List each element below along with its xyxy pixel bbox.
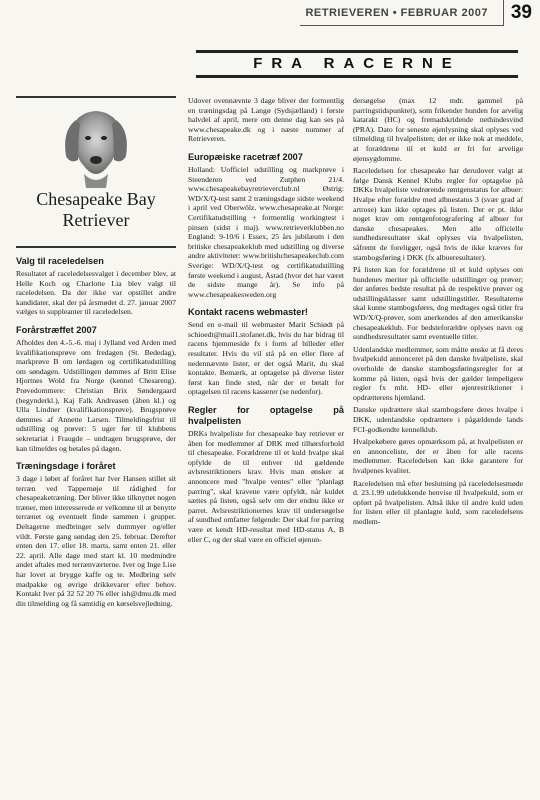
section-banner — [196, 50, 518, 78]
running-header: RETRIEVEREN • FEBRUAR 2007 — [305, 7, 488, 19]
heading-forarstraef: Forårstræffet 2007 — [16, 324, 97, 335]
page-number: 39 — [510, 2, 532, 23]
paragraph: Raceledelsen for chesapeake har derudover valgt at følge Dansk Kennel Klubs regler for optagelse på DKKs hvalpeliste vedrørende røntgenstatus for albuer: Hvalpe efter forældre med albuestatus 3 (svær grad af artrose) kan ikke optages på listen. Der er pt. ikke noget krav om røntgenfotografering af albuer for danske chesapeakes. Men alle officielle sundhedsresultater skal oplyses via hvalpelisten, såfremt de foreligger, også hvis de ikke kræves for stambogsføring i DKK (fx albueresultater). — [353, 166, 523, 262]
breed-name-line2: Retriever — [62, 210, 130, 230]
column-1 — [16, 96, 176, 611]
heading-traeningsdage: Træningsdage i foråret — [16, 461, 116, 472]
column-2 — [188, 96, 344, 547]
heading-valg: Valg til raceledelsen — [16, 256, 104, 266]
section-title: FRA RACERNE — [253, 55, 461, 72]
dog-head-icon — [56, 100, 136, 188]
paragraph: Danske opdrættere skal stambogsføre deres hvalpe i DKK, udenlandske opdrættere i pågældende lands FCI-godkendte kennelklub. — [353, 405, 523, 434]
paragraph: Holland: Uofficiel udstilling og markprøve i Steenderen ved Zutphen 21/4. www.chesapeakebayretrieverclub.nl Østrig: WD/X/Q-test samt 2 træningsdage sidste weekend i april ved Oberwölz. www.chesapeake.at Norge: Certifikatudstilling + formentlig workingtest i pinsen (sidst i maj). www.retrieverklubben.no England: 9-10/6 i Essex, 25 års jubilæum i den britiske chesapeakeklub med udstilling og diverse andre aktiviteter: www.britishchesapeakeclub.com Sverige: WD/X/Q-test og certifikatudstilling første weekend i august, Åstad (hvor det har været de sidste mange år). Se info på www.chesapeakesweden.org — [188, 164, 344, 299]
paragraph: Udenlandske medlemmer, som måtte ønske at få deres hvalpekuld annonceret på den danske hvalpeliste, skal overholde de danske stambogsføringsregler for at komme på listen, også hvis der gælder lempeligere regler fx mht. HD- eller øjenrestriktioner i opdrætterens hjemland. — [353, 344, 523, 402]
paragraph: Afholdes den 4.-5.-6. maj i Jylland ved Arden med kvalifikationsprøve om fredagen (St. Bededag), markprøve B om lørdagen og certifikatudstilling om søndagen. Udstillingen dømmes af Britt Elise Hjortnes Wold fra Norge (kennel Chesareng). Prøvedommere: Christian Brix Søndergaard (begynderkl.), Kaj Falk Andreasen (åben kl.) og Ulla Lindner (kvalifikationsprøve). Brugsprøve dømmes af Annette Larsen. Tilmeldingsfrist til udstilling og prøver: 5 uger før til klubbens sekretariat i Fraugde – undtagen brugsprøve, der kan tilmeldes og betales på dagen. — [16, 337, 176, 453]
paragraph: DRKs hvalpeliste for chesapeake bay retriever er åben for medlemmer af DRK med tilhørsforhold til chesapeake. Forældrene til et kuld hvalpe skal opfylde de til enhver tid gældende avlsrestriktioners krav. Hvis man ønsker at annoncere med "hvalpe ventes" eller "planlagt parring", skal kravene være opfyldt, når kuldet sættes på listen, også selv om der endnu ikke er parret. Avlsrestriktionernes krav til undersøgelse af sundhed omfatter følgende: Der skal for parring være et kendt HD-resultat med HD-status A, B eller C, og der skal være en officiel øjenun- — [188, 429, 344, 544]
paragraph: Resultatet af raceledelsesvalget i december blev, at Helle Koch og Charlotte Lia blev valgt til raceledelsen. Da der ikke var opstillet andre kandidater, skal der på årsmødet d. 27. januar 2007 vælges to suppleanter til raceledelsen. — [16, 269, 176, 317]
paragraph: dersøgelse (max 12 mdr. gammel på parringstidspunktet), som frikender hunden for arvelig katarakt (HC) og fremadskridende nethindesvind (PRA). Dato for seneste øjenlysning skal oplyses ved tilmelding til hvalpelisten; det er ikke nok at meddele, at forældrene til et kuld er fri for arvelige øjensygdomme. — [353, 96, 523, 163]
column-3 — [353, 96, 523, 530]
page-header — [0, 0, 540, 30]
paragraph: Send en e-mail til webmaster Marit Schiødt på schioedt@mail1.stofanet.dk, hvis du har bidrag til racens hjemmeside fx i form af billeder eller resultater. Hvis du vil stå på en eller flere af nedennævnte lister, er det også Marit, du skal kontakte. Bemærk, at optagelse på diverse lister først kan finde sted, når der er betalt for optagelsen til racens kasserer (se nedenfor). — [188, 320, 344, 397]
paragraph: Udover ovennævnte 3 dage bliver der formentlig en træningsdag på Langø (Sydsjælland) i første halvdel af april, mere om denne dag kan ses på www.chesapeake.dk og i næste nummer af Retrieveren. — [188, 96, 344, 144]
heading-regler: Regler for optagelse på hvalpelisten — [188, 405, 344, 427]
breed-name-line1: Chesapeake Bay — [36, 189, 156, 209]
heading-europaeiske: Europæiske racetræf 2007 — [188, 151, 303, 162]
paragraph: Raceledelsen må efter beslutning på raceledelsesmøde d. 23.1.99 udelukkende henvise til hvalpekuld, som er opført på hvalpelisten. Altså ikke til andre kuld uden for listen eller til planlagte kuld, som raceledelsens medlem- — [353, 478, 523, 526]
paragraph: På listen kan for forældrene til et kuld oplyses om hundenes meriter på officielle udstillinger og prøver; der anføres bedste resultat på de respektive prøver og udstillingsklasser samt udstillingstitler. Resultaterne skal kunne stambogsføres, dog medtages også titler fra WD/X/Q-prøver, som anerkendes af den amerikanske chesapeakeklub. For bedsteforældre oplyses navn og sundhedsresultater samt eventuelle titler. — [353, 265, 523, 342]
header-underline — [300, 25, 504, 26]
header-divider — [503, 0, 504, 26]
heading-kontakt: Kontakt racens webmaster! — [188, 307, 308, 318]
paragraph: Hvalpekøbere gøres opmærksom på, at hvalpelisten er en annonceliste, der er åben for alle racens medlemmer. Raceledelsen kan ikke garantere for hvalpenes kvalitet. — [353, 437, 523, 475]
paragraph: 3 dage i løbet af foråret har Iver Hansen stillet sit terræn ved Tappernøje til rådighed for chesapeaketræning. Der bliver ikke tilknyttet nogen træner, men interesserede er velkomne til at benytte terrænet og eventuelt finde sammen i grupper. Deltagerne medbringer selv dummyer og/eller vildt. Første gang søndag den 25. februar. Derefter enten den 17. eller 18. marts, samt enten 21. eller 22. april. Alle dage med start kl. 10 medmindre andet aftales med terrænværterne. Iver og Inge Lise har lovet at brygge kaffe og te. Medbring selv madpakke og øvrige drikkevarer efter behov. Kontakt Iver på 32 52 20 76 eller ish@dmu.dk med din tilmelding og få samtidig en kørselsvejledning. — [16, 474, 176, 608]
breed-logo — [16, 96, 176, 248]
